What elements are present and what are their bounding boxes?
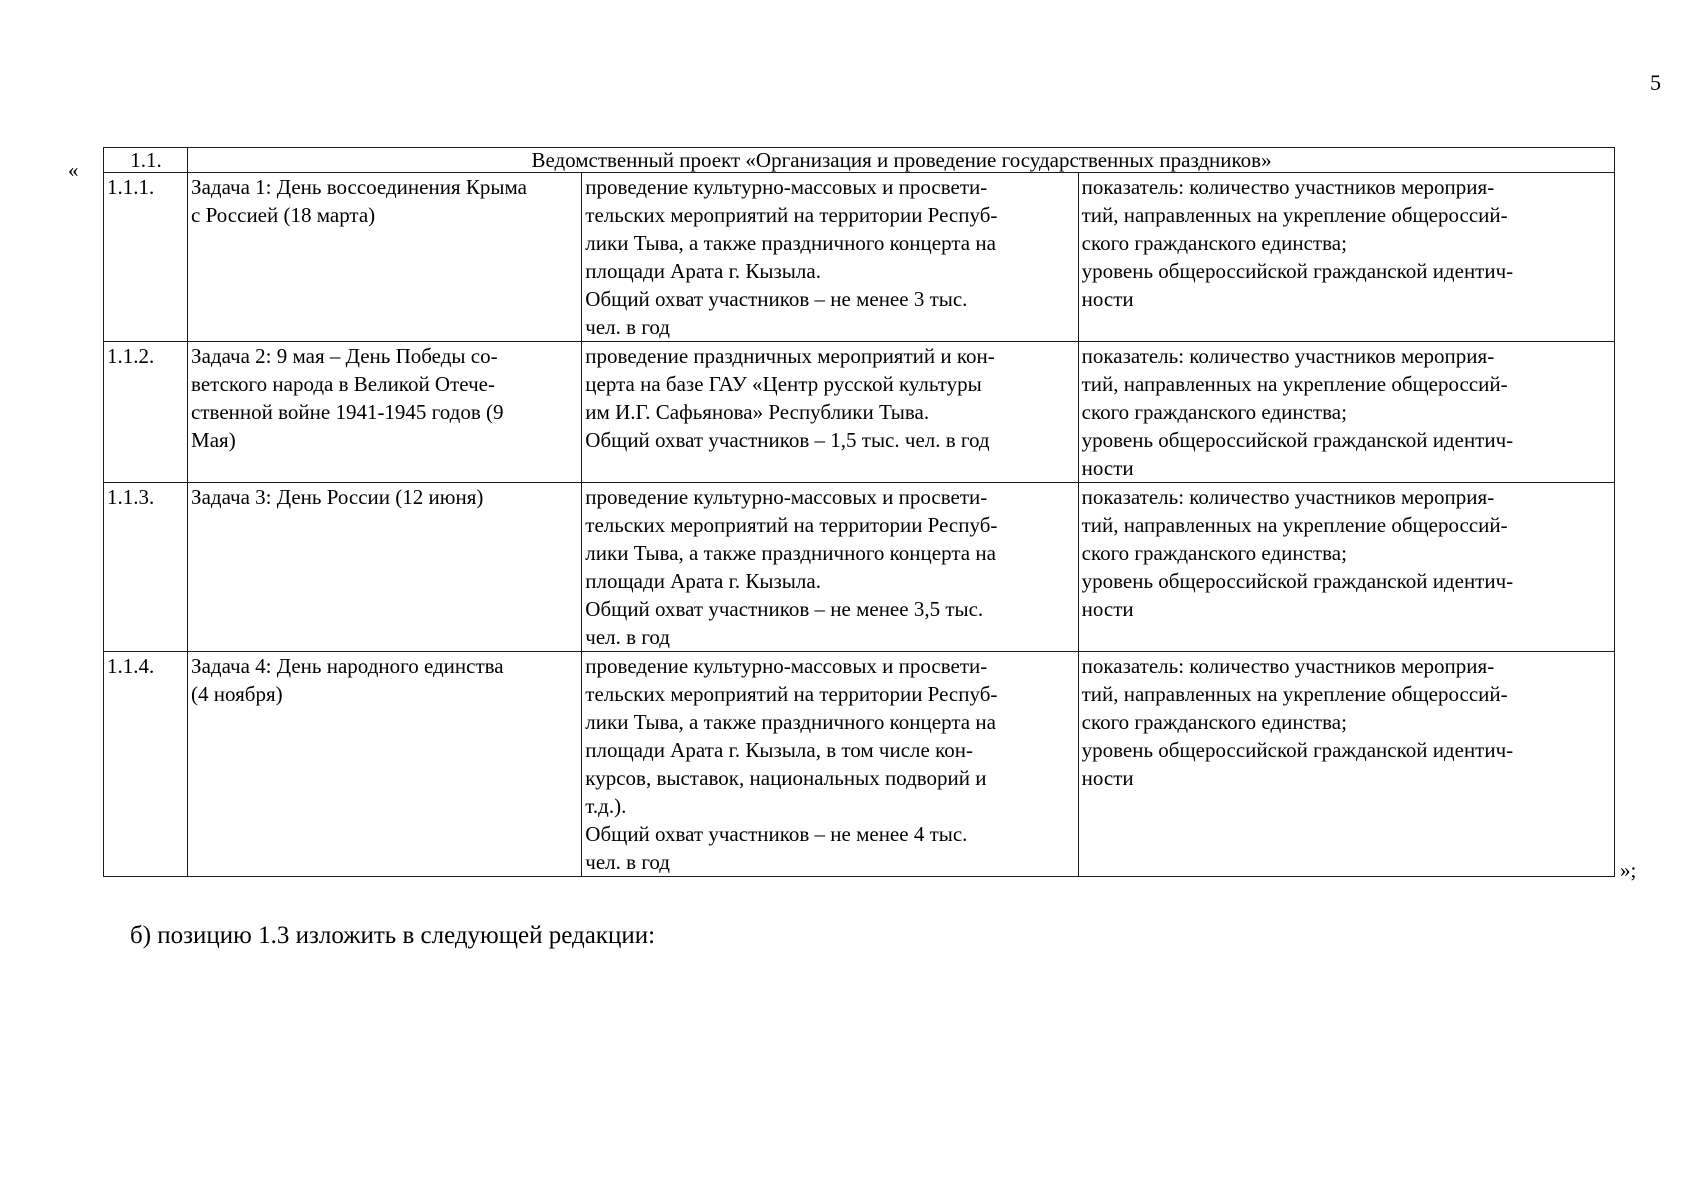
description-cell: проведение культурно-массовых и просвети- тельских мероприятий на территории Респуб- лики Тыва, а также праздничного концерта на площади Арата г. Кызыла. Общий охват участников – не менее 3 тыс. чел. в год [582, 173, 1078, 342]
row-number-cell: 1.1.1. [104, 173, 188, 342]
row-number-cell: 1.1.3. [104, 483, 188, 652]
opening-quote-mark: « [68, 158, 79, 182]
table-header-row [104, 148, 1615, 173]
header-number-cell: 1.1. [104, 148, 188, 173]
indicator-cell: показатель: количество участников мероприя- тий, направленных на укрепление общероссий- ского гражданского единства; уровень общероссийской гражданской идентич- ности [1078, 652, 1614, 877]
indicator-cell: показатель: количество участников мероприя- тий, направленных на укрепление общероссий- ского гражданского единства; уровень общероссийской гражданской идентич- ности [1078, 342, 1614, 483]
row-number-cell: 1.1.4. [104, 652, 188, 877]
task-cell: Задача 1: День воссоединения Крыма с Россией (18 марта) [188, 173, 582, 342]
header-title-cell: Ведомственный проект «Организация и проведение государственных праздников» [188, 148, 1615, 173]
description-cell: проведение праздничных мероприятий и кон- церта на базе ГАУ «Центр русской культуры им И.Г. Сафьянова» Республики Тыва. Общий охват участников – 1,5 тыс. чел. в год [582, 342, 1078, 483]
page-number: 5 [1650, 70, 1661, 95]
table-row [104, 483, 1615, 652]
indicator-cell: показатель: количество участников мероприя- тий, направленных на укрепление общероссий- ского гражданского единства; уровень общероссийской гражданской идентич- ности [1078, 483, 1614, 652]
description-cell: проведение культурно-массовых и просвети- тельских мероприятий на территории Респуб- лики Тыва, а также праздничного концерта на площади Арата г. Кызыла, в том числе кон- курсов, выставок, национальных подворий и т.д.). Общий охват участников – не менее 4 тыс. чел. в год [582, 652, 1078, 877]
row-number-cell: 1.1.2. [104, 342, 188, 483]
table-row [104, 173, 1615, 342]
task-cell: Задача 2: 9 мая – День Победы со- ветского народа в Великой Отече- ственной войне 1941-1945 годов (9 Мая) [188, 342, 582, 483]
table-row [104, 342, 1615, 483]
closing-quote-mark: »; [1620, 858, 1637, 882]
table-row [104, 652, 1615, 877]
instruction-paragraph: б) позицию 1.3 изложить в следующей редакции: [130, 922, 656, 949]
description-cell: проведение культурно-массовых и просвети- тельских мероприятий на территории Респуб- лики Тыва, а также праздничного концерта на площади Арата г. Кызыла. Общий охват участников – не менее 3,5 тыс. чел. в год [582, 483, 1078, 652]
task-cell: Задача 4: День народного единства (4 ноября) [188, 652, 582, 877]
task-cell: Задача 3: День России (12 июня) [188, 483, 582, 652]
project-table [103, 147, 1615, 877]
indicator-cell: показатель: количество участников мероприя- тий, направленных на укрепление общероссий- ского гражданского единства; уровень общероссийской гражданской идентич- ности [1078, 173, 1614, 342]
